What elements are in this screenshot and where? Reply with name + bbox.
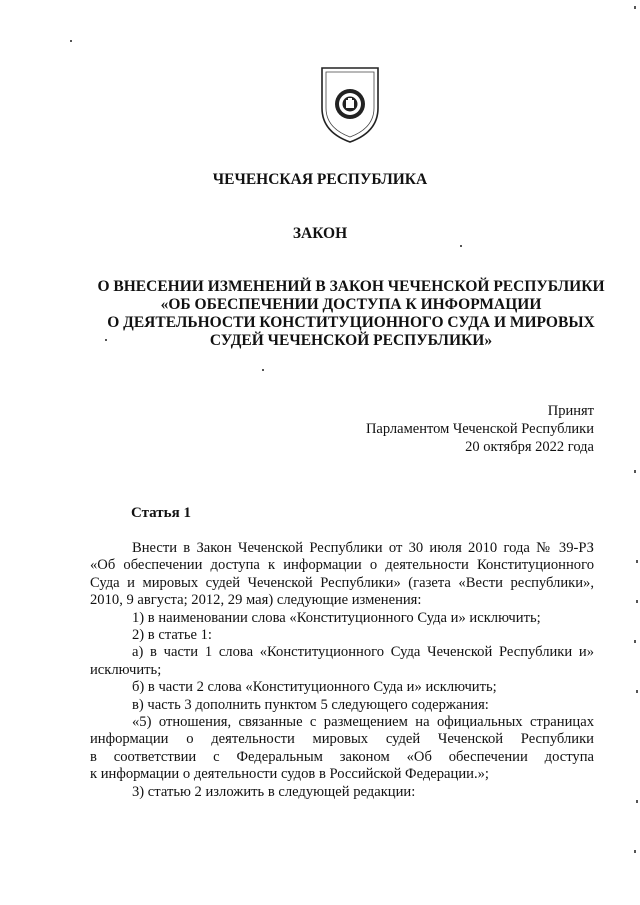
law-title — [84, 278, 618, 350]
body-line: в соответствии с Федеральным законом «Об обеспечении доступа — [90, 748, 594, 765]
body-line: исключить; — [90, 661, 162, 678]
body-line: 2010, 9 августа; 2012, 29 мая) следующие изменения: — [90, 592, 422, 609]
body-line: 1) в наименовании слова «Конституционного Суда и» исключить; — [132, 609, 541, 626]
law-title-line: О ВНЕСЕНИИ ИЗМЕНЕНИЙ В ЗАКОН ЧЕЧЕНСКОЙ РЕСПУБЛИКИ — [97, 278, 605, 295]
article-body — [90, 540, 594, 801]
body-line: Суда и мировых судей Чеченской Республики» (газета «Вести республики», — [90, 574, 594, 591]
law-title-line: СУДЕЙ ЧЕЧЕНСКОЙ РЕСПУБЛИКИ» — [209, 332, 493, 349]
body-line: в) часть 3 дополнить пунктом 5 следующего содержания: — [132, 696, 489, 713]
document-type: ЗАКОН — [292, 225, 348, 242]
body-line: «5) отношения, связанные с размещением на официальных страницах — [132, 714, 594, 731]
republic-name: ЧЕЧЕНСКАЯ РЕСПУБЛИКА — [212, 171, 428, 188]
adopted-by: Парламентом Чеченской Республики — [365, 421, 594, 437]
adoption-block — [366, 402, 594, 456]
coat-of-arms-icon — [319, 62, 381, 146]
body-line: к информации о деятельности судов в Российской Федерации.»; — [90, 766, 489, 783]
body-line: 2) в статье 1: — [132, 627, 212, 644]
body-line: информации о деятельности мировых судей Чеченской Республики — [90, 731, 594, 748]
article-heading: Статья 1 — [131, 505, 191, 521]
law-title-line: «ОБ ОБЕСПЕЧЕНИИ ДОСТУПА К ИНФОРМАЦИИ — [160, 296, 542, 313]
adopted-label: Принят — [547, 403, 594, 419]
adopted-date: 20 октября 2022 года — [465, 439, 594, 455]
body-line: а) в части 1 слова «Конституционного Суда Чеченской Республики и» — [132, 644, 594, 661]
law-title-line: О ДЕЯТЕЛЬНОСТИ КОНСТИТУЦИОННОГО СУДА И МИРОВЫХ — [107, 314, 595, 331]
body-line: Внести в Закон Чеченской Республики от 30 июля 2010 года № 39-РЗ — [132, 540, 594, 556]
body-line: б) в части 2 слова «Конституционного Суда и» исключить; — [132, 679, 497, 696]
body-line: 3) статью 2 изложить в следующей редакции: — [132, 783, 416, 800]
body-line: «Об обеспечении доступа к информации о деятельности Конституционного — [90, 557, 594, 574]
